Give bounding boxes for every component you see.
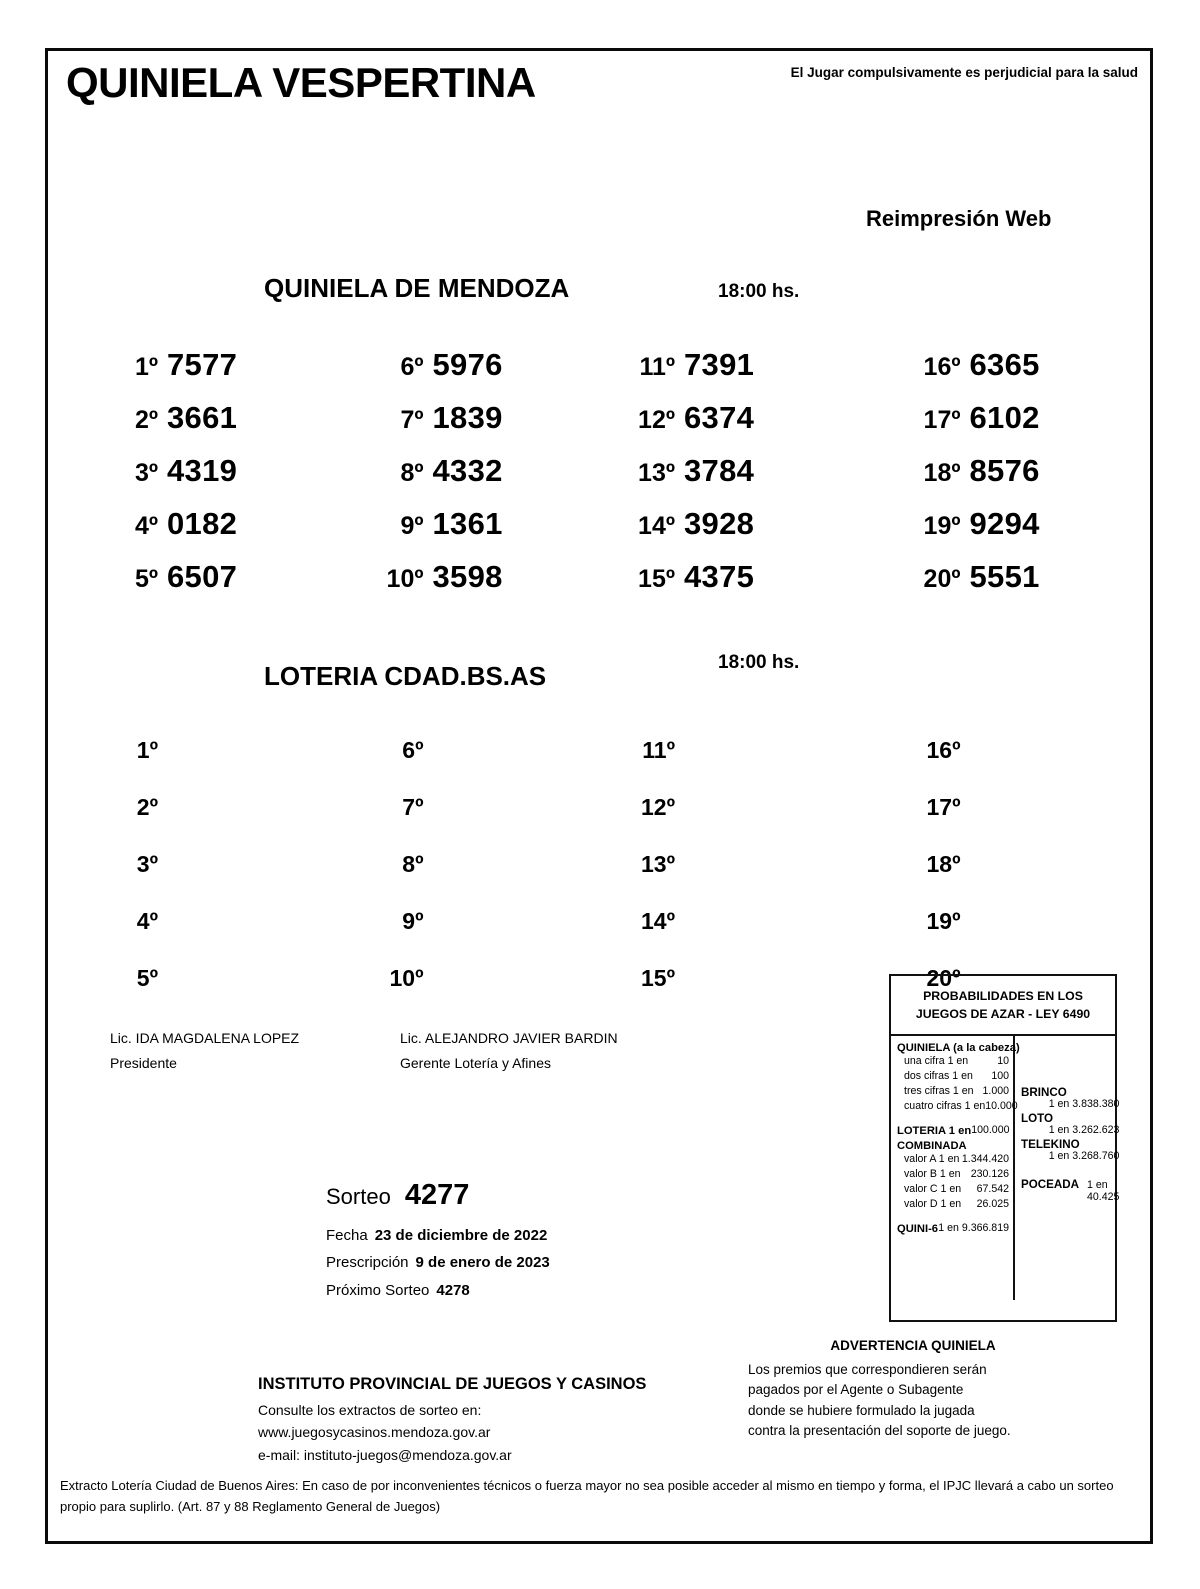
result-row xyxy=(376,347,600,400)
result-position: 8º xyxy=(402,851,424,877)
game-odds: 1 en 3.838.380 xyxy=(1048,1097,1120,1110)
institute-line: Consulte los extractos de sorteo en: xyxy=(258,1401,482,1418)
result-position: 6º xyxy=(400,353,424,381)
result-row xyxy=(376,400,600,453)
result-position: 11º xyxy=(642,737,675,763)
game-odds: 1 en 40.425 xyxy=(1086,1178,1120,1203)
draw-date-row xyxy=(326,1222,550,1249)
game-telekino xyxy=(1021,1138,1119,1162)
result-row xyxy=(376,559,600,612)
results-column xyxy=(599,737,875,1022)
result-number: 7577 xyxy=(167,347,238,382)
result-position: 15º xyxy=(641,965,675,991)
probability-label: valor B 1 en xyxy=(904,1167,961,1180)
result-position: 10º xyxy=(386,565,424,593)
result-number: 1361 xyxy=(432,506,503,541)
result-position: 12º xyxy=(638,406,675,434)
spacer xyxy=(897,1114,1009,1123)
draw-prescription-value: 9 de enero de 2023 xyxy=(415,1254,550,1272)
result-row xyxy=(913,400,1151,453)
result-position: 12º xyxy=(641,794,675,820)
result-row xyxy=(110,347,324,400)
institute-website[interactable]: www.juegosycasinos.mendoza.gov.ar xyxy=(258,1424,491,1441)
next-draw-value: 4278 xyxy=(436,1281,470,1299)
result-row xyxy=(913,559,1151,612)
result-row xyxy=(913,737,1151,794)
result-row xyxy=(627,453,875,506)
result-number: 0182 xyxy=(167,506,238,541)
result-row xyxy=(110,559,324,612)
spacer xyxy=(1021,1164,1119,1178)
combinada-group-title: COMBINADA xyxy=(897,1139,967,1152)
notice-line: donde se hubiere formulado la jugada xyxy=(748,1402,975,1418)
result-position: 14º xyxy=(638,512,675,540)
result-number: 6507 xyxy=(167,559,238,594)
section-hour-mendoza: 18:00 hs. xyxy=(718,281,800,302)
results-column xyxy=(48,737,324,1022)
spacer xyxy=(897,1212,1009,1221)
next-draw-row xyxy=(326,1277,550,1304)
draw-date-label: Fecha xyxy=(326,1227,368,1244)
draw-date-value: 23 de diciembre de 2022 xyxy=(374,1227,548,1244)
result-row xyxy=(627,400,875,453)
result-row xyxy=(110,506,324,559)
results-column xyxy=(324,347,600,612)
probability-value: 10.000 xyxy=(985,1099,1018,1112)
result-row xyxy=(376,851,600,908)
probability-label: LOTERIA 1 en xyxy=(897,1125,972,1137)
result-position: 20º xyxy=(923,565,961,593)
result-position: 13º xyxy=(641,851,675,877)
draw-info xyxy=(326,1179,550,1304)
result-row xyxy=(627,851,875,908)
probabilities-header xyxy=(891,976,1115,1036)
probability-label: tres cifras 1 en xyxy=(904,1084,974,1097)
probability-row xyxy=(897,1167,1009,1182)
probability-value: 26.025 xyxy=(976,1197,1009,1210)
reprint-label: Reimpresión Web xyxy=(866,206,1052,231)
result-row xyxy=(110,453,324,506)
probability-row xyxy=(897,1197,1009,1212)
result-number: 6365 xyxy=(969,347,1040,382)
spacer xyxy=(1021,1042,1119,1086)
result-position: 2º xyxy=(136,794,158,820)
result-number: 3928 xyxy=(684,506,755,541)
result-row xyxy=(627,908,875,965)
signature-name: Lic. ALEJANDRO JAVIER BARDIN xyxy=(400,1030,618,1046)
probability-row xyxy=(897,1069,1009,1084)
result-number: 3598 xyxy=(432,559,503,594)
signature-name: Lic. IDA MAGDALENA LOPEZ xyxy=(110,1030,300,1046)
result-position: 11º xyxy=(639,353,675,381)
footer-disclaimer: Extracto Lotería Ciudad de Buenos Aires: En caso de por inconvenientes técnicos o fuerza mayor no sea posible acceder al mismo en tiempo y forma, el IPJC llevará a cabo un sorteo propio para suplirlo. (Art. 87 y 88 Reglamento General de Juegos) xyxy=(60,1478,1114,1515)
result-position: 4º xyxy=(134,512,158,540)
signature-manager xyxy=(400,1026,618,1075)
result-row xyxy=(110,908,324,965)
result-row xyxy=(110,851,324,908)
probability-label: una cifra 1 en xyxy=(904,1054,969,1067)
result-position: 9º xyxy=(400,512,424,540)
notice-line: Los premios que correspondieren serán xyxy=(748,1361,987,1377)
result-position: 19º xyxy=(926,908,961,934)
result-position: 4º xyxy=(136,908,158,934)
game-loto xyxy=(1021,1112,1119,1136)
probabilities-box xyxy=(889,974,1120,1322)
result-position: 1º xyxy=(136,737,158,763)
section-title-loteria: LOTERIA CDAD.BS.AS xyxy=(264,661,547,691)
probability-value: 67.542 xyxy=(976,1182,1009,1195)
game-odds: 1 en 3.262.623 xyxy=(1048,1123,1120,1136)
game-name: POCEADA xyxy=(1021,1177,1079,1191)
probability-label: valor C 1 en xyxy=(904,1182,962,1195)
page-title: QUINIELA VESPERTINA xyxy=(66,59,536,106)
result-number: 4332 xyxy=(432,453,503,488)
probability-value: 1.000 xyxy=(982,1084,1009,1097)
probability-row xyxy=(897,1099,1018,1114)
results-column xyxy=(875,347,1151,612)
result-row xyxy=(913,506,1151,559)
probability-row xyxy=(897,1054,1009,1069)
result-number: 4319 xyxy=(167,453,238,488)
loteria-probability-row xyxy=(897,1123,1009,1140)
gambling-warning: El Jugar compulsivamente es perjudicial para la salud xyxy=(790,65,1138,80)
section-title-mendoza: QUINIELA DE MENDOZA xyxy=(264,273,570,303)
result-position: 10º xyxy=(389,965,424,991)
probability-value: 230.126 xyxy=(970,1167,1009,1180)
results-column xyxy=(599,347,875,612)
result-row xyxy=(913,908,1151,965)
result-row xyxy=(627,559,875,612)
result-number: 3784 xyxy=(684,453,755,488)
probability-value: 1 en 9.366.819 xyxy=(938,1221,1009,1234)
result-position: 14º xyxy=(641,908,675,934)
probabilities-right-column xyxy=(1015,1036,1122,1300)
result-position: 17º xyxy=(926,794,961,820)
result-row xyxy=(376,506,600,559)
results-column xyxy=(324,737,600,1022)
result-position: 8º xyxy=(400,459,424,487)
result-row xyxy=(913,794,1151,851)
next-draw-label: Próximo Sorteo xyxy=(326,1281,430,1299)
result-row xyxy=(627,737,875,794)
result-number: 7391 xyxy=(684,347,755,382)
probabilities-title-line1: PROBABILIDADES EN LOS xyxy=(923,989,1083,1003)
result-position: 6º xyxy=(402,737,424,763)
result-row xyxy=(376,794,600,851)
notice-line: pagados por el Agente o Subagente xyxy=(748,1382,964,1398)
result-position: 9º xyxy=(402,908,424,934)
result-number: 1839 xyxy=(432,400,503,435)
probabilities-left-column xyxy=(891,1036,1020,1300)
signature-president xyxy=(110,1026,299,1075)
result-number: 6374 xyxy=(684,400,755,435)
result-row xyxy=(376,965,600,1022)
probability-label: dos cifras 1 en xyxy=(904,1069,973,1082)
results-grid-mendoza xyxy=(48,347,1150,612)
notice-title: ADVERTENCIA QUINIELA xyxy=(830,1338,996,1353)
draw-prescription-label: Prescripción xyxy=(326,1254,409,1272)
result-row xyxy=(913,347,1151,400)
result-row xyxy=(110,400,324,453)
result-row xyxy=(627,347,875,400)
probability-value: 100.000 xyxy=(971,1124,1010,1136)
probability-label: valor D 1 en xyxy=(904,1197,962,1210)
draw-prescription-row xyxy=(326,1249,550,1276)
result-position: 16º xyxy=(923,353,961,381)
quiniela-notice xyxy=(748,1336,1078,1442)
result-position: 7º xyxy=(400,406,424,434)
result-position: 20º xyxy=(926,965,961,991)
result-position: 15º xyxy=(638,565,675,593)
institute-email[interactable]: e-mail: instituto-juegos@mendoza.gov.ar xyxy=(258,1447,512,1464)
extract-page xyxy=(45,48,1153,1544)
section-hour-loteria: 18:00 hs. xyxy=(718,652,800,673)
result-row xyxy=(376,908,600,965)
result-position: 5º xyxy=(136,965,158,991)
probability-row xyxy=(897,1084,1009,1099)
result-position: 18º xyxy=(923,459,961,487)
result-position: 1º xyxy=(134,353,158,381)
result-number: 8576 xyxy=(969,453,1040,488)
result-number: 5551 xyxy=(969,559,1040,594)
result-position: 19º xyxy=(923,512,961,540)
signature-role: Gerente Lotería y Afines xyxy=(400,1054,551,1071)
result-row xyxy=(913,453,1151,506)
game-name: LOTO xyxy=(1021,1111,1053,1125)
game-brinco xyxy=(1021,1086,1119,1110)
institute-name: INSTITUTO PROVINCIAL DE JUEGOS Y CASINOS xyxy=(258,1375,647,1393)
probability-label: cuatro cifras 1 en xyxy=(904,1099,986,1112)
result-row xyxy=(376,453,600,506)
result-row xyxy=(913,851,1151,908)
result-position: 3º xyxy=(134,459,158,487)
probability-value: 100 xyxy=(991,1069,1009,1082)
probability-label: valor A 1 en xyxy=(904,1152,960,1165)
result-row xyxy=(627,965,875,1022)
draw-number-row xyxy=(326,1179,550,1212)
probability-label: QUINI-6 xyxy=(897,1222,939,1235)
game-poceada xyxy=(1021,1178,1119,1203)
result-number: 9294 xyxy=(969,506,1040,541)
result-position: 18º xyxy=(926,851,961,877)
result-row xyxy=(376,737,600,794)
result-position: 17º xyxy=(923,406,961,434)
result-number: 5976 xyxy=(432,347,503,382)
game-name: TELEKINO xyxy=(1021,1137,1080,1151)
result-row xyxy=(110,965,324,1022)
result-number: 4375 xyxy=(684,559,755,594)
result-position: 2º xyxy=(134,406,158,434)
game-name: BRINCO xyxy=(1021,1085,1067,1099)
signature-role: Presidente xyxy=(110,1054,177,1071)
result-row xyxy=(627,506,875,559)
institute-info xyxy=(258,1371,646,1467)
result-row xyxy=(627,794,875,851)
result-position: 13º xyxy=(638,459,675,487)
probability-value: 10 xyxy=(997,1054,1009,1067)
probabilities-body xyxy=(891,1036,1120,1300)
draw-number: 4277 xyxy=(404,1179,470,1211)
result-position: 7º xyxy=(402,794,424,820)
probability-row xyxy=(897,1152,1009,1167)
quiniela-group-title: QUINIELA (a la cabeza) xyxy=(897,1041,1020,1054)
probability-value: 1.344.420 xyxy=(961,1152,1009,1165)
result-number: 6102 xyxy=(969,400,1040,435)
result-position: 5º xyxy=(134,565,158,593)
notice-line: contra la presentación del soporte de juego. xyxy=(748,1423,1011,1439)
result-row xyxy=(110,794,324,851)
page-header xyxy=(48,51,1150,156)
game-odds: 1 en 3.268.760 xyxy=(1048,1149,1120,1162)
result-position: 16º xyxy=(926,737,961,763)
result-row xyxy=(110,737,324,794)
quini6-probability-row xyxy=(897,1221,1009,1238)
result-number: 3661 xyxy=(167,400,238,435)
probability-row xyxy=(897,1182,1009,1197)
results-column xyxy=(48,347,324,612)
draw-label: Sorteo xyxy=(326,1184,391,1209)
probabilities-title-line2: JUEGOS DE AZAR - LEY 6490 xyxy=(915,1007,1091,1022)
result-position: 3º xyxy=(136,851,158,877)
